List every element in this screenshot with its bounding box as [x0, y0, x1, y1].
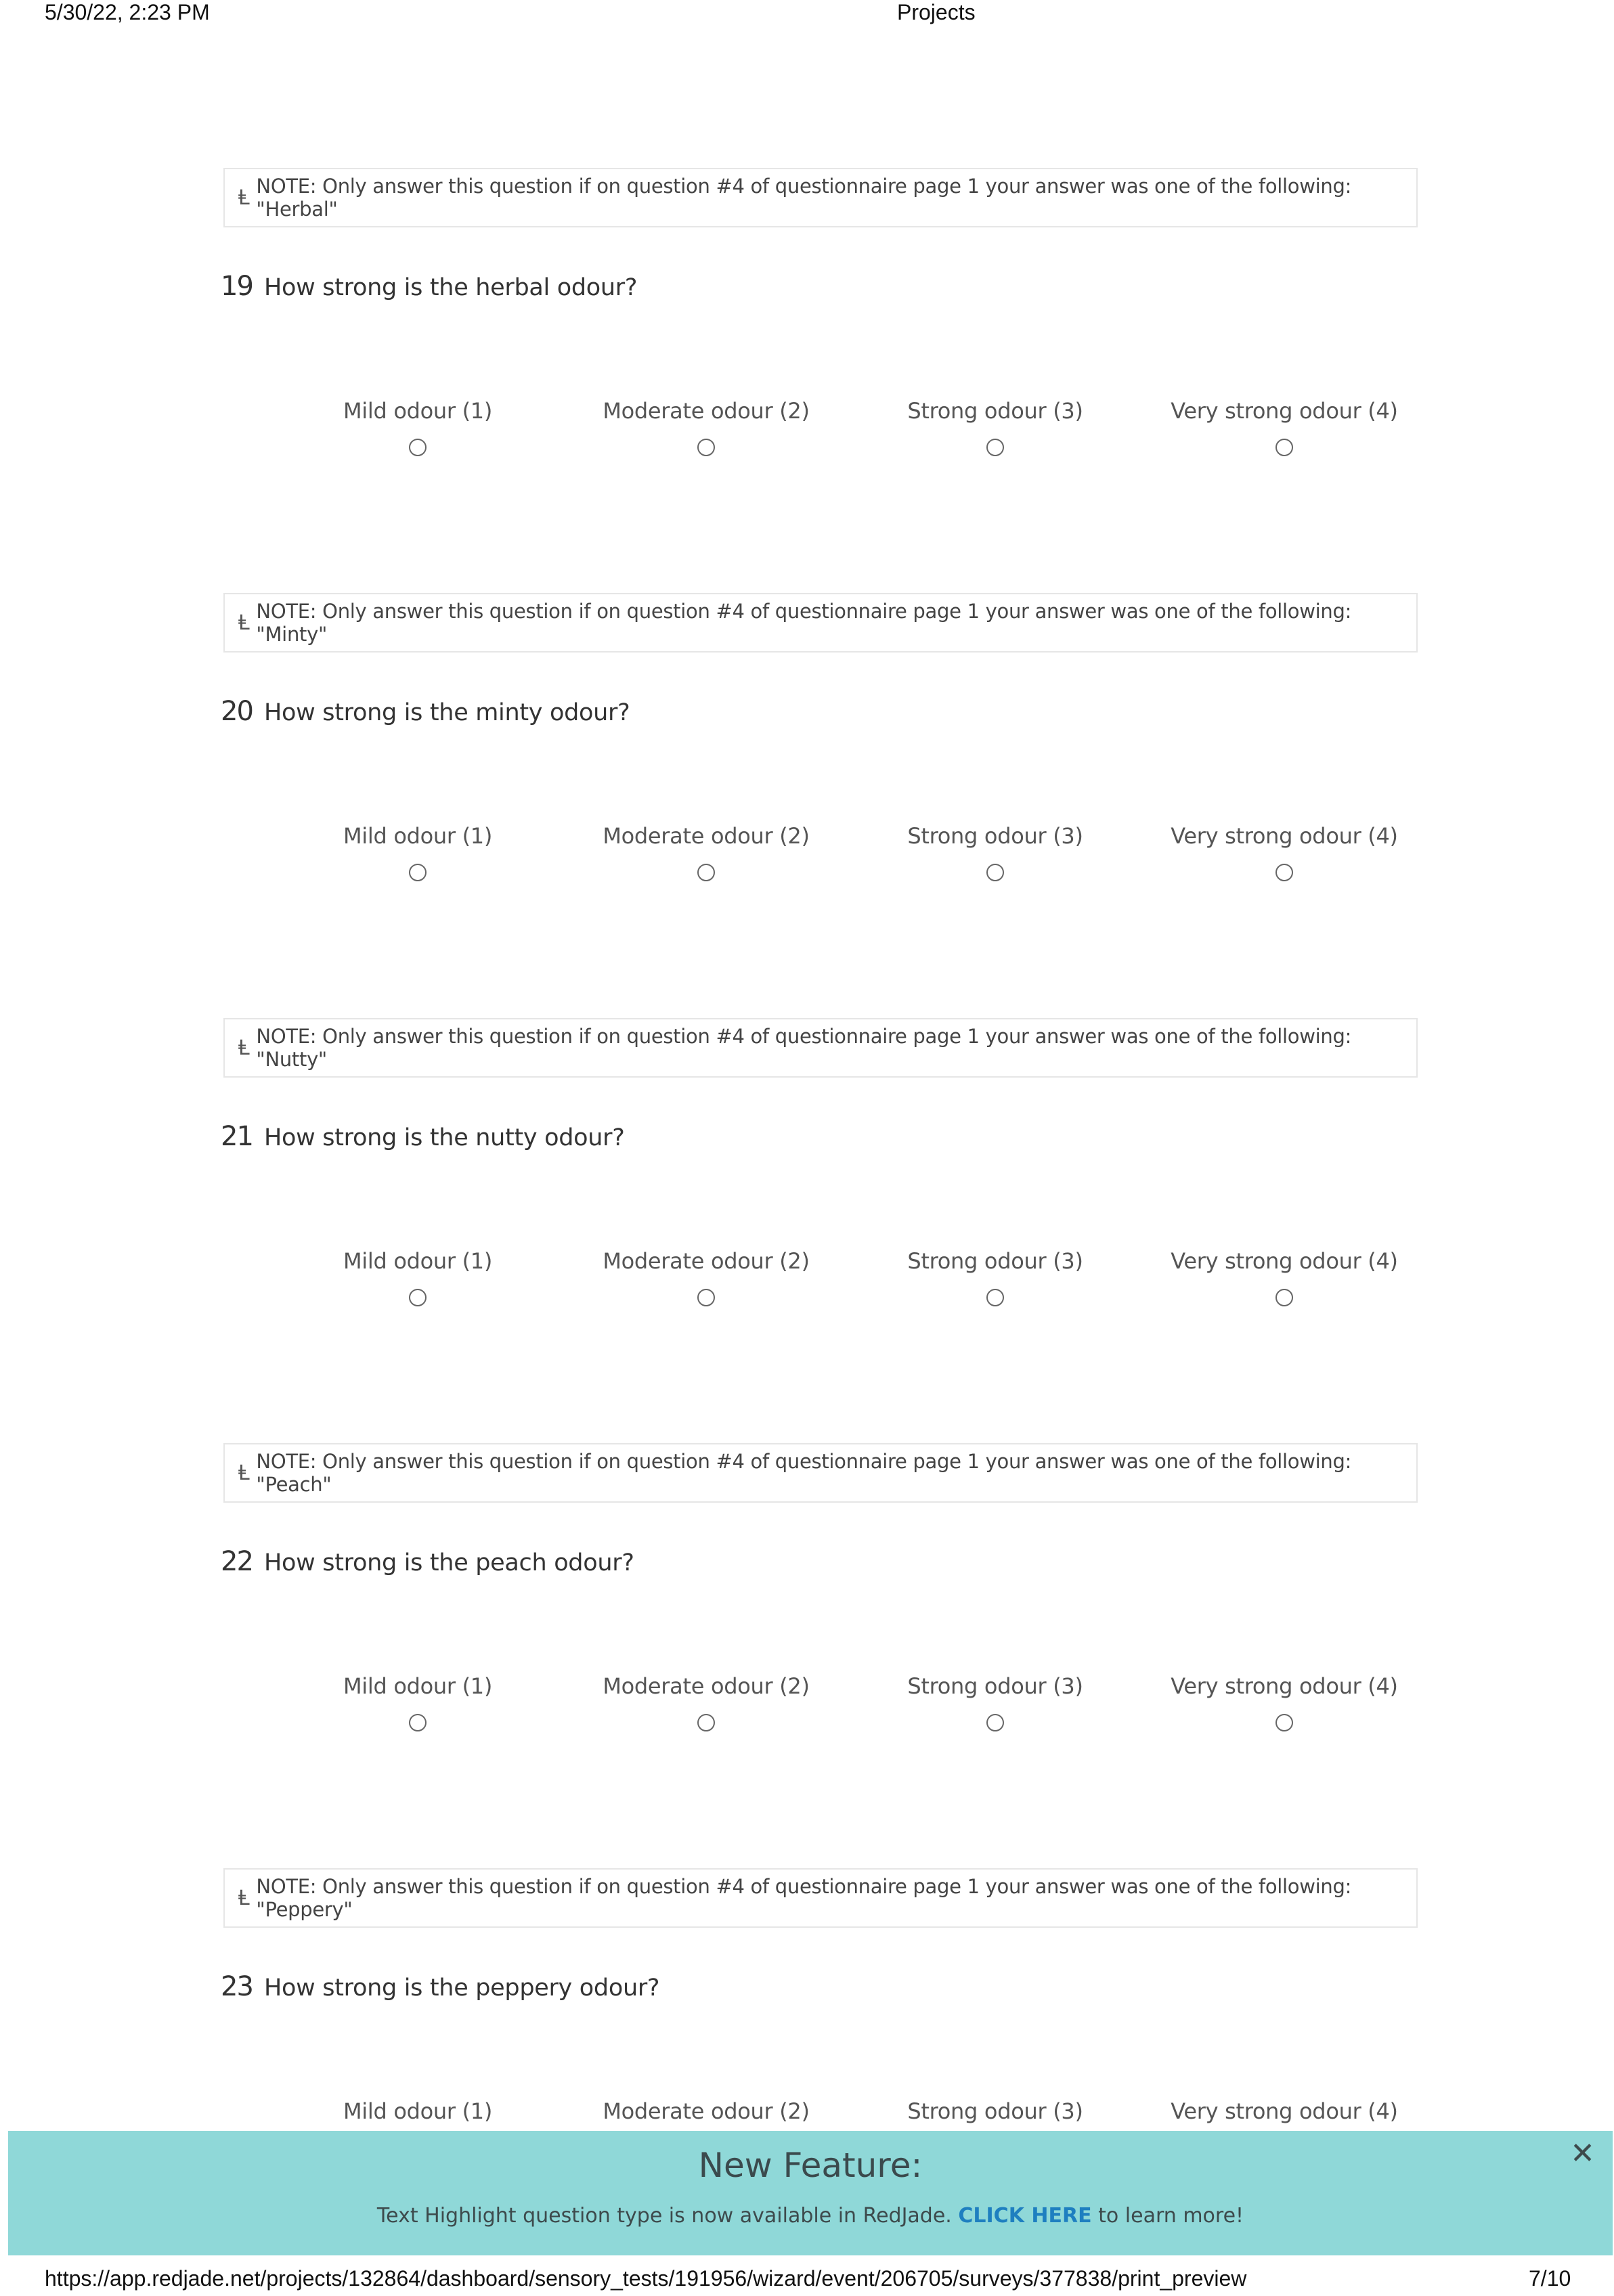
scale-option [867, 398, 1124, 456]
question-block [0, 593, 1614, 1018]
scale-option [1156, 1673, 1413, 1731]
conditional-note [223, 1443, 1418, 1503]
scale-option-label: Moderate odour (2) [603, 1248, 810, 1274]
banner-text [8, 2204, 1613, 2228]
scale-option [577, 1673, 835, 1731]
question-header [221, 696, 630, 727]
note-text: NOTE: Only answer this question if on question #4 of questionnaire page 1 your answer was one of the following: "Minty" [256, 600, 1352, 646]
rating-scale [0, 823, 1614, 891]
conditional-note [223, 1018, 1418, 1078]
rating-scale [0, 1248, 1614, 1316]
radio-button[interactable] [409, 439, 427, 456]
scale-option-label: Moderate odour (2) [603, 1673, 810, 1699]
question-number: 20 [221, 696, 253, 727]
question-block [0, 1443, 1614, 1868]
radio-button[interactable] [986, 439, 1004, 456]
radio-button[interactable] [697, 439, 715, 456]
scale-option-label: Very strong odour (4) [1171, 398, 1398, 424]
scale-option [577, 823, 835, 881]
scale-option-label: Strong odour (3) [907, 2098, 1083, 2124]
radio-button[interactable] [1275, 864, 1293, 881]
scale-option [289, 823, 546, 881]
branch-icon: Ⱡ [238, 1036, 250, 1060]
scale-option-label: Mild odour (1) [343, 398, 493, 424]
question-number: 19 [221, 271, 253, 302]
note-text: NOTE: Only answer this question if on question #4 of questionnaire page 1 your answer was one of the following: "Herbal" [256, 175, 1352, 221]
radio-button[interactable] [409, 864, 427, 881]
radio-button[interactable] [986, 864, 1004, 881]
scale-option-label: Mild odour (1) [343, 823, 493, 849]
banner-learn-more-link[interactable]: CLICK HERE [958, 2204, 1092, 2228]
question-header [221, 271, 637, 302]
scale-option-label: Moderate odour (2) [603, 398, 810, 424]
conditional-note [223, 593, 1418, 653]
print-header [0, 0, 1614, 34]
scale-option-label: Moderate odour (2) [603, 2098, 810, 2124]
radio-button[interactable] [697, 1714, 715, 1731]
print-page-title: Projects [897, 0, 976, 24]
new-feature-banner [8, 2131, 1613, 2255]
scale-option-label: Very strong odour (4) [1171, 823, 1398, 849]
scale-option [1156, 1248, 1413, 1306]
banner-text-after: to learn more! [1098, 2204, 1244, 2228]
scale-option-label: Mild odour (1) [343, 2098, 493, 2124]
question-number: 22 [221, 1546, 253, 1577]
scale-option-label: Mild odour (1) [343, 1248, 493, 1274]
question-header [221, 1971, 659, 2002]
close-icon[interactable]: ✕ [1570, 2137, 1595, 2170]
question-text: How strong is the herbal odour? [264, 274, 638, 301]
scale-option-label: Strong odour (3) [907, 1673, 1083, 1699]
scale-option-label: Very strong odour (4) [1171, 1248, 1398, 1274]
scale-option-label: Mild odour (1) [343, 1673, 493, 1699]
scale-option-label: Moderate odour (2) [603, 823, 810, 849]
scale-option [1156, 823, 1413, 881]
scale-option [289, 1248, 546, 1306]
question-text: How strong is the peppery odour? [264, 1974, 660, 2002]
radio-button[interactable] [986, 1289, 1004, 1306]
scale-option [867, 1673, 1124, 1731]
radio-button[interactable] [409, 1714, 427, 1731]
print-footer [0, 2262, 1614, 2296]
question-list [0, 168, 1614, 2293]
banner-text-before: Text Highlight question type is now available in RedJade. [376, 2204, 952, 2228]
branch-icon: Ⱡ [238, 185, 250, 210]
note-text: NOTE: Only answer this question if on question #4 of questionnaire page 1 your answer was one of the following: "Peppery" [256, 1875, 1352, 1921]
rating-scale [0, 398, 1614, 466]
page-number: 7/10 [1529, 2266, 1571, 2291]
scale-option [577, 398, 835, 456]
branch-icon: Ⱡ [238, 1461, 250, 1485]
scale-option [289, 398, 546, 456]
scale-option [577, 1248, 835, 1306]
question-header [221, 1121, 625, 1152]
branch-icon: Ⱡ [238, 1886, 250, 1910]
radio-button[interactable] [1275, 1714, 1293, 1731]
scale-option [867, 1248, 1124, 1306]
scale-option [1156, 398, 1413, 456]
scale-option-label: Strong odour (3) [907, 823, 1083, 849]
scale-option-label: Very strong odour (4) [1171, 2098, 1398, 2124]
rating-scale [0, 1673, 1614, 1741]
conditional-note [223, 1868, 1418, 1928]
radio-button[interactable] [409, 1289, 427, 1306]
note-text: NOTE: Only answer this question if on question #4 of questionnaire page 1 your answer was one of the following: "Nutty" [256, 1025, 1352, 1071]
radio-button[interactable] [1275, 1289, 1293, 1306]
scale-option-label: Very strong odour (4) [1171, 1673, 1398, 1699]
radio-button[interactable] [986, 1714, 1004, 1731]
question-number: 21 [221, 1121, 253, 1152]
question-block [0, 168, 1614, 593]
question-text: How strong is the peach odour? [264, 1549, 634, 1576]
banner-title: New Feature: [698, 2146, 923, 2185]
branch-icon: Ⱡ [238, 611, 250, 635]
conditional-note [223, 168, 1418, 227]
scale-option-label: Strong odour (3) [907, 398, 1083, 424]
scale-option [289, 1673, 546, 1731]
radio-button[interactable] [697, 864, 715, 881]
question-text: How strong is the nutty odour? [264, 1124, 625, 1151]
scale-option [867, 823, 1124, 881]
note-text: NOTE: Only answer this question if on question #4 of questionnaire page 1 your answer was one of the following: "Peach" [256, 1450, 1352, 1496]
radio-button[interactable] [1275, 439, 1293, 456]
question-number: 23 [221, 1971, 253, 2002]
question-header [221, 1546, 634, 1577]
page-url: https://app.redjade.net/projects/132864/dashboard/sensory_tests/191956/wizard/event/206705/surveys/377838/print_preview [45, 2266, 1247, 2291]
question-block [0, 1018, 1614, 1443]
question-text: How strong is the minty odour? [264, 699, 630, 726]
scale-option-label: Strong odour (3) [907, 1248, 1083, 1274]
print-datetime: 5/30/22, 2:23 PM [45, 0, 210, 24]
radio-button[interactable] [697, 1289, 715, 1306]
